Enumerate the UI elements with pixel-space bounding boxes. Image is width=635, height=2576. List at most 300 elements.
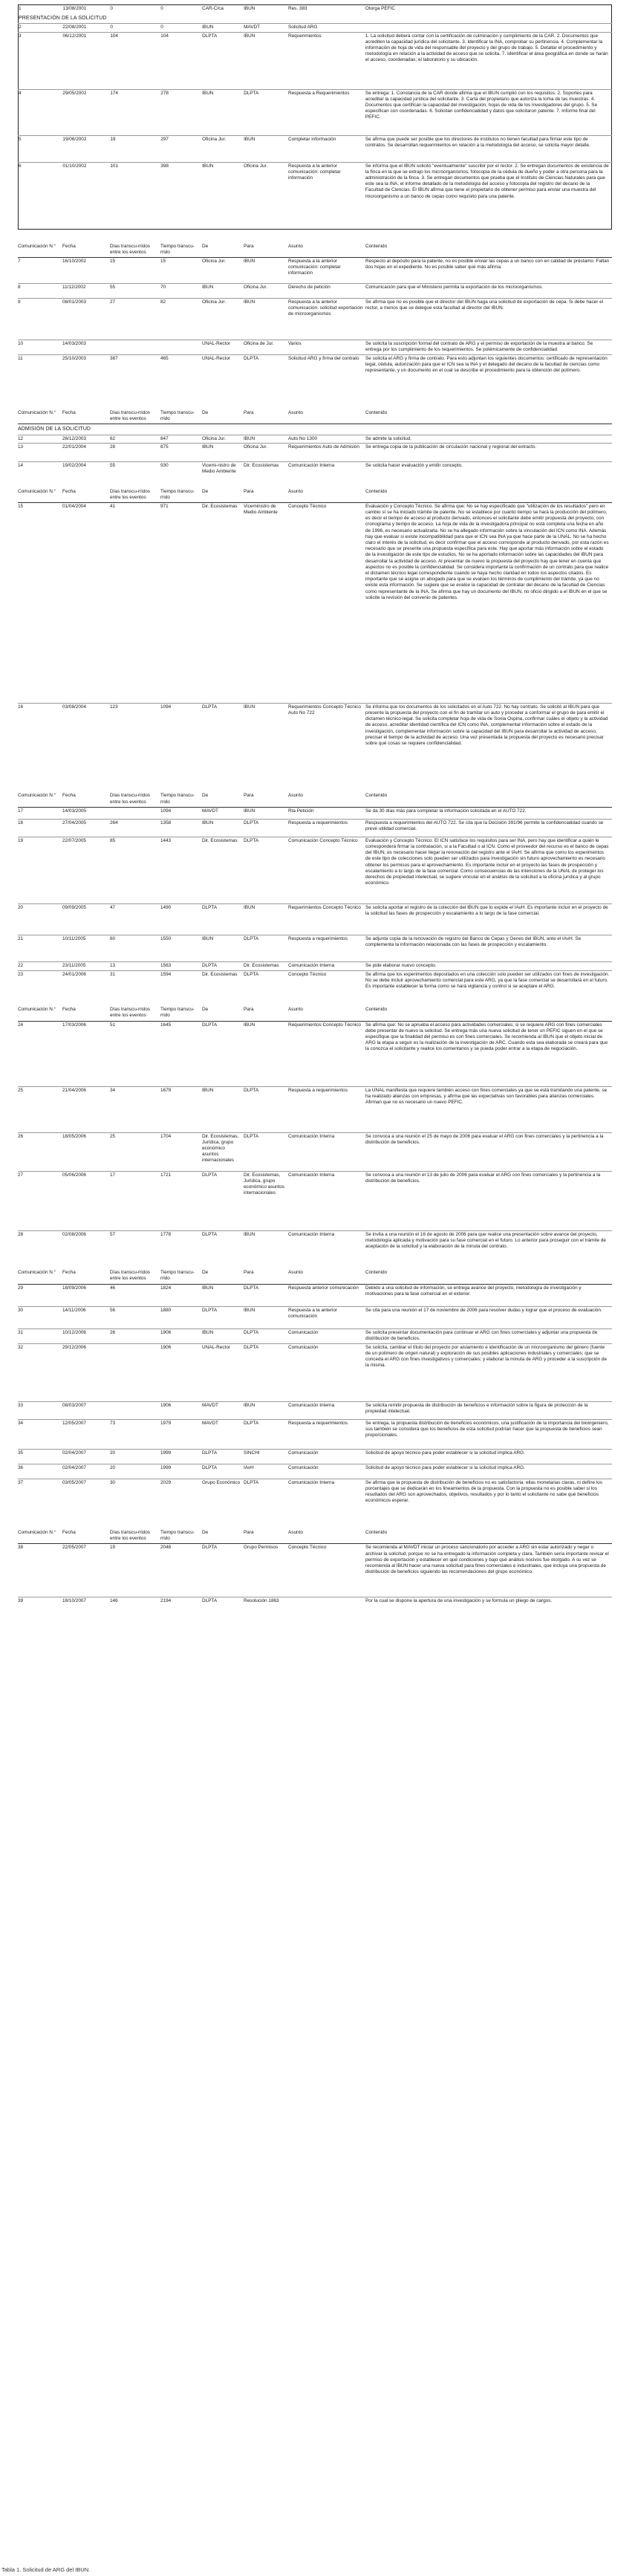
column-header: Días transcu-rridos entre los eventos (110, 792, 160, 807)
table-header-row (18, 1529, 612, 1544)
table-cell: 1999 (160, 1449, 202, 1464)
table-cell: 22/08/2001 (62, 24, 110, 32)
table-cell: 28 (110, 444, 160, 462)
table-row (18, 1597, 612, 1615)
table-cell: 26/12/2003 (62, 435, 110, 443)
table-header-row (18, 409, 612, 424)
column-header: Contenido (365, 1269, 612, 1284)
table-cell: 08/01/2003 (62, 299, 110, 340)
table-cell: 62 (110, 435, 160, 443)
table-cell: 10/12/2006 (62, 1328, 110, 1343)
table-cell: IBUN (244, 1401, 288, 1419)
table-segment (18, 1269, 612, 1529)
table-row (18, 444, 612, 462)
column-header: Contenido (365, 243, 612, 258)
table-cell (365, 24, 612, 32)
table-row (18, 1449, 612, 1464)
table-cell: Oficina Jur. (202, 299, 244, 340)
table-cell: Solicitud de apoyo técnico para poder establecer si la solicitud implica ARG. (365, 1449, 612, 1464)
table-cell: 297 (160, 135, 202, 162)
table-cell: 06/12/2001 (62, 32, 110, 89)
table-cell: Se informa que los documentos de los solicitados en el Auto 722. No hay contrato. Se solicitó al IBUN para que presente la propuesta del proyecto con el fin de tramitar un auto y proceder a conformar el grupo de para emitir el dictamen técnico-legal. Se solicita completar hoja de vida de Sonia Ospina, confirmar cuáles el objeto y la actividad de acceso, acreditar identidad científica del ICN como INA, complementar información sobre el estado de la investigación, complementar información sobre la capacidad del IBUN para desarrollar la actividad de acceso, precisar el tiempo de la actividad de acceso. Una vez presentada la propuesta del proyecto es necesario precisar sobre qué cosas se requiere confidencialidad. (365, 703, 612, 792)
table-row (18, 970, 612, 1006)
table-cell: Solicitud de apoyo técnico para poder establecer si la solicitud implica ARG. (365, 1464, 612, 1479)
table-cell: DLPTA (202, 703, 244, 792)
table-cell: DLPTA (244, 1328, 288, 1343)
table-row (19, 162, 612, 229)
table-cell: 1906 (160, 1343, 202, 1401)
table-cell: 08/03/2007 (62, 1401, 110, 1419)
table-cell: Se entrega copia de la publicación de circulación nacional y regional del extracto. (365, 444, 612, 462)
section-heading-row (19, 13, 612, 24)
table-row (18, 1171, 612, 1230)
section-heading: ADMISIÓN DE LA SOLICITUD (18, 426, 91, 432)
table-cell: Respuesta a la anterior comunicación: solicitud exportación de microorganismos (288, 299, 365, 340)
table-cell: IAvH (244, 1464, 288, 1479)
table-cell: 875 (160, 444, 202, 462)
table-cell: 24/01/2006 (62, 970, 110, 1006)
column-header: Comunicación N.° (18, 792, 62, 807)
table-cell: Dir. Ecosistemas, Jurídica, grupo económico asuntos internacionales (202, 1132, 244, 1171)
table-cell: IBUN (244, 135, 288, 162)
table-cell: Rta Petición (288, 808, 314, 814)
table-cell: 29/05/2002 (62, 89, 110, 135)
table-cell: Requerimientos Concepto Técnico Auto No 722 (288, 703, 365, 792)
table-cell: Dir. Ecosistemas (244, 961, 288, 970)
table-cell: IBUN (202, 24, 244, 32)
table-cell: IBUN (244, 1306, 288, 1328)
table-cell: Solicitud ARG (288, 24, 365, 32)
table-cell: Evaluación y Concepto Técnico. El ICN satisface los requisitos para ser INA, pero hay que identificar a quién le corresponderá firmar la contratación, si a la Facultad o al ICN. Como el proveedor del recurso es el banco de cepas del IBUN, es necesario hacer llegar la renovación del registro ante el IAvH. Se afirma que como los experimentos de este tipo de colecciones solo pueden ser utilizados para investigación sin futuro aprovechamiento es necesario obtener los permisos para el aprovechamiento. Es importante incluir en el proyecto las fases de prospección y escalamiento a lo largo de la fase comercial. Como consecuencias de las intenciones de la UNAL de proteger los derechos de propiedad intelectual, se sugiere vincular en el análisis de la solicitud a la oficina jurídica y al grupo económico. (365, 837, 612, 903)
table-cell: 10/11/2005 (62, 935, 110, 961)
table-cell: 85 (110, 837, 160, 903)
column-header: Asunto (288, 792, 365, 807)
table-cell: 33 (18, 1401, 62, 1419)
table-cell: Respuesta a requerimientos (288, 1086, 365, 1132)
table-cell: Otorga PEFIC (365, 6, 395, 11)
table-cell: Se solicita, cambiar el título del proyecto por aislamiento e identificación de un microorganismo del género (fuente de un polímero de origen natural) y exploración de sus posibles aplicaciones industriales y comerciales; que se conceda el ARG con fines investigativos y comerciales; y elaborar la minuta de ARG y proceder a la suscripción de la misma. (365, 1343, 612, 1401)
table-row (18, 1021, 612, 1086)
table-cell: 51 (110, 1022, 116, 1028)
table-cell: IBUN (202, 284, 244, 299)
table-cell: 38 (18, 1545, 24, 1551)
table-header-row (18, 488, 612, 503)
table-cell: 847 (160, 435, 202, 443)
table-cell: Oficina de Jur. (244, 340, 288, 355)
column-header: Asunto (288, 409, 365, 424)
table-cell: IBUN (202, 162, 244, 229)
table-cell: Evaluación y Concepto Técnico. Se afirma que: No se hay especificado que "utilización de los resultados" pero en cambio sí se ha iniciado trámite de patente. No se establece por cuanto tiempo se hará la producción del polímero, es decir el tiempo de acceso al producto derivado, entonces el solicitante debe emitir propuesta del proyecto, con cronograma y tiempo de acceso. La hoja de vida de la investigadora principal no está completa una fecha en año de 1996, es necesario actualizarla. No se ha allegado información sobre la vinculación del ICN como INA. Además hay que evaluar si existe incompatibilidad para que el ICN sea INA ya que hace parte de la UNAL. No se ha hecho claro el interés de la solicitud, es decir confirmar que el acceso corresponde al producto derivado, por esta razón es necesario que se presente una propuesta específica para este. Hay que aportar más información sobre el estado de la investigación de este tipo de estudios. No se ha aportado información sobre las capacidades del IBUN para desarrollar la actividad de acceso. Al presentar de nuevo la propuesta del proyecto hay que tener en cuenta que aspectos no es posible la confidencialidad. Se considera importante la confirmación de un contrato para que realice el dictamen técnico legal correspondiente cuando se haya hecho claridad en todos los aspectos citados. Es importante que se asigne un abogado para que se evalúen los términos de cumplimiento del trámite, ya que no existe esta información. Se sugiere que se evalúe la capacidad de contratar del decano de la facultad de Ciencias como representante de la INA. Se afirma que hay un documento del IBUN, no oficio dirigido a el IBUN en el que se solicite la revisión del convenio de patentes. (365, 503, 609, 600)
table-cell: 29/12/2006 (62, 1343, 110, 1401)
table-cell: 17/03/2006 (62, 1022, 86, 1028)
column-header: Tiempo transcu-rrido (160, 1006, 202, 1021)
table-row (18, 1479, 612, 1529)
column-header: Contenido (365, 792, 612, 807)
table-cell: 930 (160, 462, 202, 479)
table-cell: 56 (110, 1306, 160, 1328)
table-cell: 104 (110, 32, 160, 89)
table-cell: 41 (110, 503, 116, 509)
table-cell: Completar información (288, 135, 365, 162)
column-header: Tiempo transcu-rrido (160, 792, 202, 807)
table-cell: Respuesta a la anterior comunicación: completar información (288, 162, 365, 229)
table-cell: 19 (110, 1545, 116, 1551)
table-cell: 57 (110, 1230, 160, 1262)
table-cell: 146 (110, 1597, 160, 1615)
table-cell: Comunicación (288, 1343, 365, 1401)
table-cell: IBUN (202, 1285, 214, 1291)
table-cell: 05/06/2006 (62, 1171, 110, 1230)
table-cell: Respuesta a requerimientos (288, 819, 365, 837)
table-cell: Se convoca a una reunión el 25 de mayo de 2006 para evaluar el ARG con fines comerciales y la pertinencia a la distribución de beneficios. (365, 1132, 612, 1171)
table-cell: 27/04/2005 (62, 819, 110, 837)
table-cell: 14/11/2006 (62, 1306, 110, 1328)
column-header: Para (244, 1269, 288, 1284)
table-cell: 1 (19, 6, 22, 11)
table-cell: 39 (18, 1597, 62, 1615)
table-cell: Dir. Ecosistemas (202, 503, 238, 509)
table-cell: 0 (110, 6, 113, 11)
table-cell: Requerimientos Auto de Admisión (288, 444, 365, 462)
table-cell: DLPTA (244, 1419, 288, 1449)
table-cell: IBUN (244, 6, 255, 11)
column-header: De (202, 792, 244, 807)
table-cell: Se afirma que los experimentos depositados en una colección solo pueden ser utilizados con fines de investigación. No se debe incluir aprovechamiento comercial para este ARG, ya que la fase comercial se desarrollará en el futuro. Es importante establecer la forma como se hará vigilancia y control si se aceptare el ARG. (365, 970, 612, 1006)
column-header: Días transcu-rridos entre los eventos (110, 1269, 160, 1284)
table-cell: Se afirma que no es posible que el director del IBUN haga una solicitud de exportación de cepa. Si debe hacer el rector, a menos que se delegue esta facultad al director del IBUN. (365, 299, 612, 340)
table-cell: Se solicita hacer evaluación y emitir concepto. (365, 462, 612, 479)
table-cell: 01/10/2002 (62, 162, 110, 229)
table-cell: DLPTA (202, 961, 244, 970)
table-cell: Grupo Permisos (244, 1545, 279, 1551)
table-cell: Se afirma que puede ser posible que los directores de institutos no tienen facultad para firmar este tipo de contratos. Se desarrollan requerimientos en relación a la metodología del acceso, se solicita mayor detalle. (365, 135, 612, 162)
table-header-row (18, 243, 612, 258)
table-cell: IBUN (202, 89, 244, 135)
table-cell (110, 807, 160, 819)
table-cell: 104 (160, 32, 202, 89)
table-cell: DLPTA (202, 1306, 244, 1328)
table-row (18, 903, 612, 935)
table-cell: 8 (18, 284, 62, 299)
table-cell: 20 (18, 903, 62, 935)
table-cell: 5 (19, 135, 63, 162)
table-cell: 12 (18, 435, 62, 443)
table-row (18, 258, 612, 284)
table-cell: Resolución 1863 (244, 1597, 288, 1615)
table-cell: DLPTA (202, 1171, 244, 1230)
column-header: Contenido (365, 409, 612, 424)
table-cell: DLPTA (244, 355, 288, 399)
column-header: Comunicación N.° (18, 409, 62, 424)
table-cell: DLPTA (202, 1597, 244, 1615)
table-cell: 2029 (160, 1479, 202, 1529)
column-header: Tiempo transcu-rrido (160, 409, 202, 424)
table-cell: Vicemi-nistro de Medio Ambiente (202, 462, 244, 479)
table-cell: 21/04/2006 (62, 1086, 110, 1132)
table-cell: 1721 (160, 1171, 202, 1230)
table-cell: 24 (18, 1022, 24, 1028)
table-cell: Comunicación (288, 1449, 365, 1464)
column-header: Fecha (62, 409, 110, 424)
table-cell: Respuesta a requerimientos (288, 1419, 365, 1449)
table-cell: Se solicita la suscripción formal del contrato de ARG y el permiso de exportación de la muestra al banco. Se entrega por los cumplimiento de los requerimientos. Se polémicamente de confidencialidad. (365, 340, 612, 355)
table-cell: Derecho de petición (288, 284, 365, 299)
column-header: Fecha (62, 792, 110, 807)
table-cell: 0 (160, 6, 163, 11)
table-row (18, 819, 612, 837)
column-header: Asunto (288, 1529, 365, 1544)
table-cell: 0 (160, 24, 202, 32)
column-header: Contenido (365, 1529, 612, 1544)
table-cell: DLPTA (202, 32, 244, 89)
table-cell: 22 (18, 961, 62, 970)
table-cell: 32 (18, 1343, 62, 1401)
table-cell: 02/04/2007 (62, 1464, 110, 1479)
table-cell: 30 (110, 1479, 160, 1529)
table-cell: IBUN (244, 299, 288, 340)
column-header: De (202, 1529, 244, 1544)
table-cell: 19/06/2002 (62, 135, 110, 162)
table-cell: 23/11/2005 (62, 961, 110, 970)
table-cell: MAVDT (202, 1401, 244, 1419)
table-cell: IBUN (244, 32, 288, 89)
table-cell: Concepto Técnico (288, 1545, 327, 1551)
column-header: De (202, 1006, 244, 1021)
table-cell: DLPTA (202, 1022, 218, 1028)
table-cell: 60 (110, 935, 160, 961)
table-cell: Se solicita presentar documentación para continuar el ARG con fines comerciales y adjuntar una propuesta de distribución de beneficios. (365, 1328, 612, 1343)
table-cell: DLPTA (202, 1464, 244, 1479)
table-cell: 14/03/2003 (62, 340, 110, 355)
table-cell: 28 (18, 1230, 62, 1262)
table-segment (18, 409, 612, 479)
column-header: Días transcu-rridos entre los eventos (110, 488, 160, 503)
table-cell: UNAL-Rector (202, 340, 244, 355)
column-header: Días transcu-rridos entre los eventos (110, 1006, 160, 1021)
table-cell: 13 (110, 961, 160, 970)
column-header: De (202, 243, 244, 258)
table-cell: Se afirma que: No se aprueba el acceso para actividades comerciales; si se requiere ARG con fines comerciales debe presentar de nuevo la solicitud. Se entrega más una nueva solicitud de tener un PEFIC siguen en el que se especifique que la finalidad del permiso es con fines comerciales. Se recomienda al IBUN que el objeto inicial de ARG la etapa a seguir es la realización de la investigación de ARC. Cuando esta sea elaborada se creará para que la conozca el solicitante y realice los comentarios y se pueda poder entrar a la etapa de negociación. (365, 1022, 608, 1052)
column-header: De (202, 409, 244, 424)
table-cell: IBUN (202, 1086, 244, 1132)
table-cell: 101 (110, 162, 160, 229)
table-row (18, 1419, 612, 1449)
table-cell: 15 (110, 259, 116, 265)
table-cell: 29 (18, 1285, 24, 1291)
table-cell: IBUN (244, 259, 255, 265)
column-header: Fecha (62, 1269, 110, 1284)
table-cell: 465 (160, 355, 202, 399)
table-cell: 25 (18, 1086, 62, 1132)
table-cell: IBUN (244, 1022, 255, 1028)
table-cell: IBUN (244, 903, 288, 935)
table-cell: DLPTA (244, 935, 288, 961)
table-cell: 9 (18, 299, 62, 340)
column-header: Fecha (62, 1529, 110, 1544)
table-cell: 36 (18, 1464, 62, 1479)
table-row (18, 1086, 612, 1132)
table-cell: 20 (110, 1449, 160, 1464)
table-cell: 971 (160, 503, 169, 509)
table-segment (18, 4, 612, 230)
table-cell: 0 (110, 24, 160, 32)
table-cell: 46 (110, 1285, 116, 1291)
table-cell: DLPTA (202, 1545, 218, 1551)
table-cell: 22/01/2004 (62, 444, 110, 462)
table-cell: IBUN (244, 808, 255, 814)
table-cell: 34 (110, 1086, 160, 1132)
table-cell: Dir. Ecosistemas (202, 970, 244, 1006)
table-cell: 11/12/2002 (62, 284, 110, 299)
column-header: Asunto (288, 488, 365, 503)
table-cell: Comunicación (288, 1464, 365, 1479)
table-cell: CAR-C/ca (202, 6, 224, 11)
table-cell: Res. 383 (288, 6, 307, 11)
table-cell: 12/05/2007 (62, 1419, 110, 1449)
table-cell: 1679 (160, 1086, 202, 1132)
column-header: Comunicación N.° (18, 1006, 62, 1021)
table-row (18, 1401, 612, 1419)
table-cell: 09/09/2005 (62, 903, 110, 935)
table-cell: MAVDT (202, 1419, 244, 1449)
table-cell: 1824 (160, 1285, 172, 1291)
table-cell: 1906 (160, 1328, 202, 1343)
table-cell: Oficina Jur. (244, 284, 288, 299)
table-cell: Respuesta a Requerimientos (288, 89, 365, 135)
column-header: Asunto (288, 243, 365, 258)
table-cell: 27 (110, 299, 160, 340)
table-cell: 02/04/2007 (62, 1449, 110, 1464)
column-header: Asunto (288, 1006, 365, 1021)
table-cell: 1594 (160, 970, 202, 1006)
table-cell: 2 (19, 24, 63, 32)
column-header: Fecha (62, 1006, 110, 1021)
column-header: Para (244, 1529, 288, 1544)
column-header: Fecha (62, 488, 110, 503)
table-cell: IBUN (202, 444, 244, 462)
table-row (18, 502, 612, 703)
table-cell: IBUN (244, 703, 288, 792)
table-cell: 16/10/2002 (62, 259, 86, 265)
table-cell: Respecto al depósito para la patente, no es posible enviar las cepas a un banco con en calidad de préstamo. Faltan dos hojas en el expediente. No es posible saber qué más afirma. (365, 259, 610, 270)
table-cell (110, 340, 160, 355)
table-cell: 3 (19, 32, 63, 89)
column-header: Días transcu-rridos entre los eventos (110, 1529, 160, 1544)
column-header: Días transcu-rridos entre los eventos (110, 243, 160, 258)
table-cell: Oficina Jur. (244, 444, 288, 462)
table-cell: 1778 (160, 1230, 202, 1262)
table-cell: Se entrega, la propuesta distribución de beneficios económicos, una justificación de la importancia del bioingeniero, sus también se considera que los beneficios de esta solicitud podrían hacer que la propuesta de beneficios sean proporcionales. (365, 1419, 612, 1449)
column-header: Asunto (288, 1269, 365, 1284)
table-cell: 82 (160, 299, 202, 340)
table-cell (288, 1597, 365, 1615)
table-cell: Comunicación para que el Ministerio permita la exportación de los microorganismos. (365, 284, 612, 299)
table-cell: Comunicación Interna (288, 1230, 365, 1262)
table-cell: MAVDT (244, 24, 288, 32)
table-cell: Solicitud ARG y firma del contrato (288, 355, 365, 399)
table-cell: IBUN (244, 435, 288, 443)
table-cell: 31 (110, 970, 160, 1006)
table-cell: MAVDT (202, 808, 218, 814)
table-cell: 16 (18, 703, 62, 792)
table-cell: 25 (110, 1132, 160, 1171)
table-cell: Debido a una solicitud de información, se entrega avance del proyecto, metodología de investigación y motivaciones para la fase comercial en el exterior. (365, 1285, 582, 1297)
table-cell (110, 1343, 160, 1401)
section-heading-row (18, 424, 612, 435)
table-segment (18, 1529, 612, 1615)
table-cell: 22/05/2007 (62, 1545, 86, 1551)
table-cell: 70 (160, 284, 202, 299)
table-cell: Dir. Ecosistemas (244, 462, 288, 479)
table-cell: Concepto Técnico (288, 503, 327, 509)
column-header: Contenido (365, 1006, 612, 1021)
table-cell: 7 (18, 259, 21, 265)
table-cell: Oficina Jur. (202, 259, 226, 265)
table-cell: UNAL-Rector (202, 1343, 244, 1401)
column-header: Comunicación N.° (18, 243, 62, 258)
table-cell: UNAL-Rector (202, 355, 244, 399)
table-row (18, 1464, 612, 1479)
table-row (18, 284, 612, 299)
table-cell: 30 (18, 1306, 62, 1328)
table-cell: Comunicación Interna (288, 462, 365, 479)
table-cell: Auto No 1300 (288, 435, 365, 443)
table-cell: 15 (160, 259, 166, 265)
table-cell: Comunicación Interna (288, 1132, 365, 1171)
table-cell: Viceministro de Medio Ambiente (244, 503, 278, 516)
table-cell: 34 (18, 1419, 62, 1449)
table-row (18, 837, 612, 903)
table-cell: DLPTA (202, 903, 244, 935)
table-cell: Respuesta a requerimientos (288, 935, 365, 961)
column-header: Para (244, 488, 288, 503)
table-cell: Comunicación Interna (288, 961, 365, 970)
table-row (18, 935, 612, 961)
table-cell: 37 (18, 1479, 62, 1529)
table-cell: 4 (19, 89, 63, 135)
column-header: Días transcu-rridos entre los eventos (110, 409, 160, 424)
column-header: Para (244, 792, 288, 807)
table-cell: 1550 (160, 935, 202, 961)
table-cell: 13/08/2001 (62, 6, 87, 11)
table-cell: 18 (18, 819, 62, 837)
table-cell: DLPTA (244, 1285, 259, 1291)
table-cell: DLPTA (244, 1479, 288, 1529)
table-row (18, 1132, 612, 1171)
table-cell: Se solicita el ARG y firma de contrato. Para esto adjuntan los siguientes documentos: certificado de representación legal, cédula, autorización para que el ICN sea la INA y el delegado del decano de la facultad de ciencias como representante, y un documento en el cual se describe el procedimiento para la obtención del polímero. (365, 355, 612, 399)
table-cell: Comunicación (288, 1328, 365, 1343)
table-cell: DLPTA (202, 1449, 244, 1464)
document-page (18, 4, 612, 1615)
table-segment (18, 488, 612, 793)
table-cell: 1704 (160, 1132, 202, 1171)
table-cell: 278 (160, 89, 202, 135)
table-cell: Se entrega: 1. Constancia de la CAR donde afirma que el IBUN cumplió con los requisitos. 2. Soportes para acreditar la capacidad jurídica del solicitante. 3. Carta del propietario que autoriza la toma de las muestras. 4. Documentos que certifican la capacidad del investigación, hojas de vida de los investigadores del grupo. 5. Se especifican con coordenadas. 6. Solicitan confidencialidad y datos que solicitaron patente. 7. Informe final del PEFIC. (365, 89, 612, 135)
table-row (19, 135, 612, 162)
table-cell: Por la cual se dispone la apertura de una investigación y se formula un pliego de cargos. (365, 1597, 612, 1615)
table-cell: Se convoca a una reunión el 13 de julio de 2006 para evaluar el ARG con fines comerciales y la pertinencia a la distribución de beneficios. (365, 1171, 612, 1230)
table-cell: Requerimientos Concepto Técnico (288, 1022, 361, 1028)
table-caption: Tabla 1. Solicitud de ARG del IBUN. (1, 2566, 91, 2573)
table-cell: 14/03/2005 (62, 808, 86, 814)
table-row (18, 1306, 612, 1328)
table-cell: 02/08/2006 (62, 1230, 110, 1262)
table-cell: Se admite la solicitud. (365, 435, 612, 443)
table-row (18, 435, 612, 443)
table-cell: 1906 (160, 1401, 202, 1419)
table-row (18, 462, 612, 479)
table-cell: 31 (18, 1328, 62, 1343)
